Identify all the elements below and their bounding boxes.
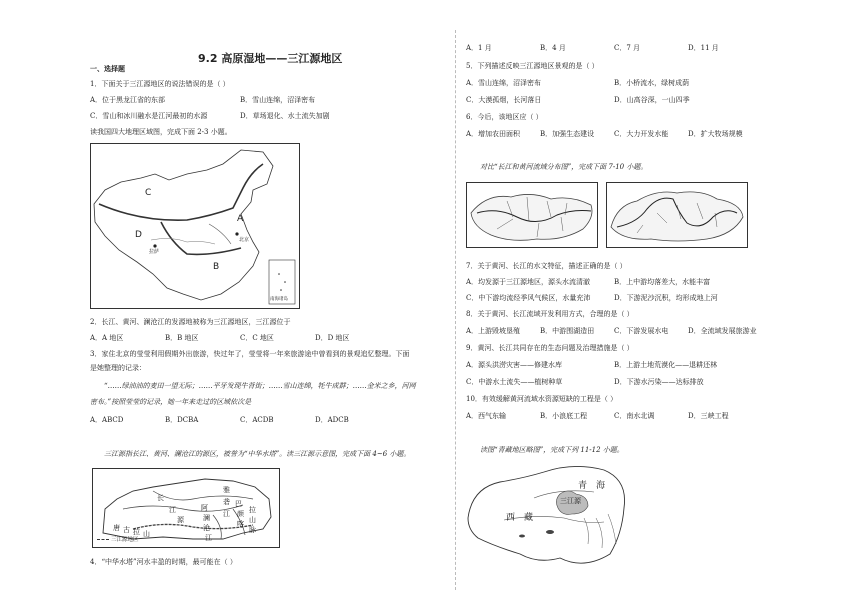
q6-option-c: C．大力开发水能 [614,130,669,138]
q7-10-intro: 对比“长江和黄河流域分布图”，完成下面 7-10 小题。 [480,163,648,171]
q11-12-intro: 读图“青藏地区略图”，完成下列 11-12 小题。 [480,446,624,454]
map2-label-11: 阿 [201,504,208,512]
yellow-river-drawing [607,183,747,247]
map2-label-12: 澜 [203,514,210,522]
q10-option-a: A．西气东输 [466,412,507,420]
yangtze-basin-map [466,182,598,248]
column-divider [455,30,456,590]
map2-legend [97,535,139,543]
map2-label-1: 长 [157,494,164,502]
question-9: 9．黄河、长江共同存在的生态问题及治理措施是（ ） [466,344,634,352]
map2-label-7: 唐 [113,524,120,532]
q9-option-d: D．下游水污染——达标排放 [614,378,704,386]
q6-option-a: A．增加农田面积 [466,130,521,138]
map2-label-19: 山 [249,516,256,524]
xizang-label: 西 藏 [506,513,534,523]
page-title: 9.2 高原湿地——三江源地区 [198,52,343,65]
q2-option-a: A．A 地区 [90,334,124,342]
section-heading: 一、选择题 [90,65,125,73]
question-3-line4: 密布。”按照莹莹的记录，她一年来走过的区域依次是 [90,398,252,406]
question-2: 2．长江、黄河、澜沧江的发源地被称为三江源地区，三江源位于 [90,318,291,326]
q8-option-a: A．上游毁坡垦殖 [466,327,521,335]
q1-option-b: B．雪山连绵，沼泽密布 [240,96,316,104]
map2-label-20: 脉 [249,526,256,534]
question-3-line2: 是她整理的记录： [90,364,146,372]
map-intro: 读我国四大地理区域图，完成下面 2-3 小题。 [90,128,232,136]
region-c-label: C [145,188,152,198]
map2-label-16: 颜 [237,510,244,518]
q10-option-c: C．南水北调 [614,412,655,420]
map2-label-4: 雅 [223,486,230,494]
q4-option-a: A．1 月 [466,44,492,52]
map2-label-10: 山 [143,530,150,538]
question-3-line3: “……绿油油的麦田一望无际；……平牙发现牛背街；……雪山连绵，牦牛成群；……金米之乡，河网 [104,382,416,390]
south-china-sea-label: 南海诸岛 [270,297,288,302]
question-5: 5．下列描述反映三江源地区景观的是（ ） [466,62,599,70]
region-a-label: A [237,214,244,224]
q7-option-b: B．上中游均落差大，水能丰富 [614,278,711,286]
sanjiangyuan-label: 三江源 [560,497,581,505]
china-map-drawing [91,144,299,308]
q7-option-d: D．下游泥沙沉积，均形成地上河 [614,294,718,302]
yangtze-drawing [467,183,597,247]
china-regions-map [90,143,300,309]
q5-option-b: B．小桥流水，绿树成荫 [614,79,690,87]
q1-option-d: D．草场退化、水土流失加剧 [240,112,330,120]
q9-option-a: A．源头洪涝灾害——修建水库 [466,361,563,369]
beijing-label: 北京 [239,237,250,243]
question-3-line1: 3．家住北京的莹莹利用假期外出旅游，快过年了，莹莹将一年来旅游途中曾看到的景观追忆整理。下面 [90,350,410,358]
question-10: 10．有效缓解黄河流域水资源短缺的工程是（ ） [466,395,618,403]
q3-option-c: C．ACDB [240,416,274,424]
question-7: 7．关于黄河、长江的水文特征，描述正确的是（ ） [466,262,627,270]
q8-option-d: D．全流域发展旅游业 [688,327,757,335]
q4-option-c: C．7 月 [614,44,641,52]
map2-label-8: 古 [123,526,130,534]
qinghai-tibet-map [464,458,634,576]
map2-label-14: 江 [205,534,212,542]
q10-option-d: D．三峡工程 [688,412,729,420]
q6-option-d: D．扩大牧场规模 [688,130,743,138]
yellow-river-basin-map [606,182,748,248]
q2-option-d: D．D 地区 [315,334,350,342]
qinghai-tibet-drawing [464,458,634,576]
map2-label-6: 江 [223,510,230,518]
q5-option-a: A．雪山连绵，沼泽密布 [466,79,542,87]
q8-option-b: B．中游围湖造田 [540,327,595,335]
sanjiangyuan-map [92,468,280,548]
legend-dash-icon [97,539,109,540]
question-1: 1．下面关于三江源地区的说法错误的是（ ） [90,80,230,88]
q1-option-c: C．雪山和冰川融水是江河最初的水源 [90,112,208,120]
region-b-label: B [213,262,220,272]
q7-option-a: A．均发源于三江源地区，源头水流清澈 [466,278,591,286]
q2-option-b: B．B 地区 [165,334,199,342]
map2-label-17: 喀 [237,520,244,528]
q4-option-b: B．4 月 [540,44,566,52]
q7-option-c: C．中下游均流经季风气候区，水量充沛 [466,294,591,302]
q4-option-d: D．11 月 [688,44,719,52]
region-d-label: D [135,230,142,240]
q3-option-a: A．ABCD [90,416,124,424]
qinghai-label: 青 海 [578,481,606,491]
question-4: 4．“中华水塔”河水丰盈的时期，最可能在（ ） [90,558,237,566]
question-6: 6．今后，该地区应（ ） [466,113,543,121]
q6-option-b: B．加强生态建设 [540,130,595,138]
question-8: 8．关于黄河、长江流域开发利用方式，合理的是（ ） [466,310,634,318]
map2-label-9: 拉 [133,528,140,536]
q9-option-b: B．上游土地荒漠化——退耕还林 [614,361,718,369]
q8-option-c: C．下游发展水电 [614,327,669,335]
q3-option-d: D．ADCB [315,416,349,424]
q5-option-d: D．山高谷深，一山四季 [614,96,690,104]
q5-option-c: C．大漠孤烟，长河落日 [466,96,542,104]
legend-label: 三江源地区 [111,537,139,543]
q4-6-intro: 三江源指长江、黄河、澜沧江的源区，被誉为“中华水塔”。读三江源示意图，完成下面 4~6 小题。 [104,450,411,458]
map2-label-13: 沧 [203,524,210,532]
map2-label-2: 江 [169,506,176,514]
q9-option-c: C．中游水土流失——植树种草 [466,378,563,386]
map2-label-15: 巴 [235,500,242,508]
lasa-label: 拉萨 [149,249,160,255]
q2-option-c: C．C 地区 [240,334,274,342]
q3-option-b: B．DCBA [165,416,199,424]
map2-label-3: 源 [177,516,184,524]
map2-label-5: 砻 [223,498,230,506]
q10-option-b: B．小浪底工程 [540,412,588,420]
q1-option-a: A．位于黑龙江省的东部 [90,96,166,104]
map2-label-18: 拉 [249,506,256,514]
